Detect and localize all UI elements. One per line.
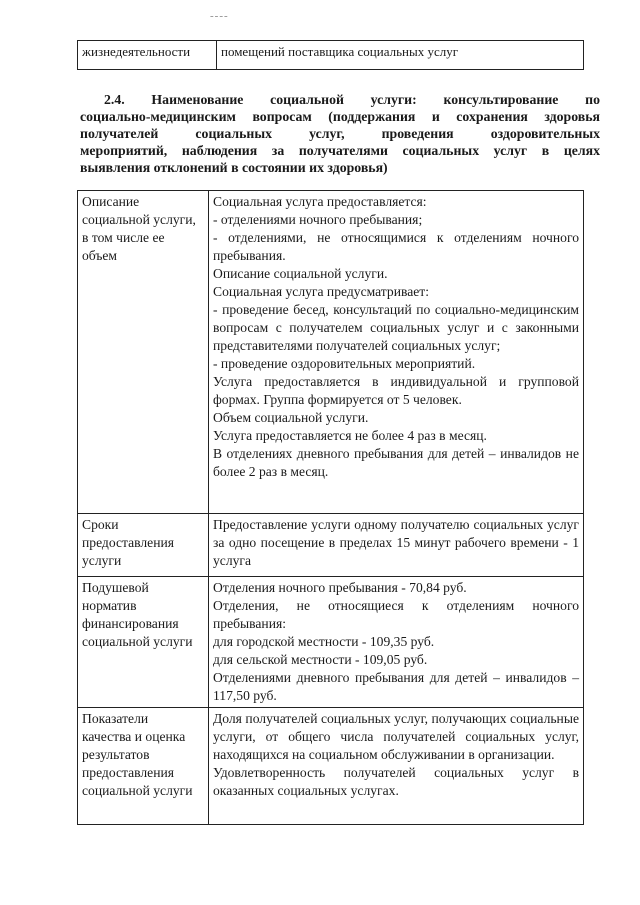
table-row [78,191,584,514]
table-row [78,41,584,70]
page-mark: ---- [210,10,229,22]
table-cell-content: помещений поставщика социальных услуг [217,41,584,70]
table-row [78,708,584,825]
heading-line: мероприятий, наблюдения за получателями социальных услуг в целях [80,143,600,158]
table-cell-label: жизнедеятельности [78,41,217,70]
table-row [78,577,584,708]
content-cell-terms: Предоставление услуги одному получателю социальных услуг за одно посещение в пределах 15 минут рабочего времени - 1 услуга [209,514,584,577]
label-cell-description: Описание социальной услуги, в том числе ее объем [78,191,209,514]
label-cell-funding: Подушевой норматив финансирования социальной услуги [78,577,209,708]
heading-line: социально-медицинским вопросам (поддержания и сохранения здоровья [80,109,600,124]
section-heading [80,91,600,176]
heading-line: 2.4. Наименование социальной услуги: консультирование по [104,92,600,107]
service-table [77,190,584,825]
label-cell-quality: Показатели качества и оценка результатов предоставления социальной услуги [78,708,209,825]
content-cell-quality: Доля получателей социальных услуг, получающих социальные услуги, от общего числа получателей социальных услуг, находящихся на социальном обслуживании в организации. Удовлетворенность получателей социальных услуг в оказанных социальных услугах. [209,708,584,825]
table-row [78,514,584,577]
heading-line: получателей социальных услуг, проведения оздоровительных [80,126,600,141]
content-cell-funding: Отделения ночного пребывания - 70,84 руб. Отделения, не относящиеся к отделениям ночного пребывания: для городской местности - 109,35 руб. для сельской местности - 109,05 руб. Отделениями дневного пребывания для детей – инвалидов – 117,50 руб. [209,577,584,708]
label-cell-terms: Сроки предоставления услуги [78,514,209,577]
continuation-table [77,40,584,70]
content-cell-description: Социальная услуга предоставляется: - отделениями ночного пребывания; - отделениями, не относящимися к отделениям ночного пребывания. Описание социальной услуги. Социальная услуга предусматривает: - проведение бесед, консультаций по социально-медицинским вопросам с получателем социальных услуг и с законными представителями получателей социальных услуг; - проведение оздоровительных мероприятий. Услуга предоставляется в индивидуальной и групповой формах. Группа формируется от 5 человек. Объем социальной услуги. Услуга предоставляется не более 4 раз в месяц. В отделениях дневного пребывания для детей – инвалидов не более 2 раз в месяц. [209,191,584,514]
heading-line: выявления отклонений в состоянии их здоровья) [80,160,388,175]
